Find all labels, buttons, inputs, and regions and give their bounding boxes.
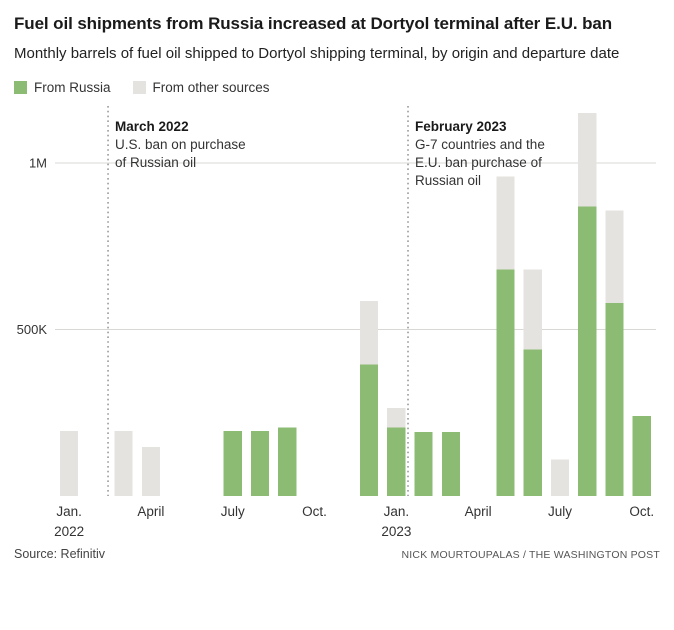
bar-segment-russia	[605, 303, 623, 496]
annotation-text: Russian oil	[415, 172, 482, 188]
bar-segment-russia	[496, 269, 514, 495]
bar-segment-russia	[524, 349, 542, 496]
annotation-title: February 2023	[415, 118, 507, 134]
bar-segment-other	[360, 301, 378, 364]
legend-label-russia: From Russia	[34, 79, 111, 95]
legend-item-other-sources	[133, 80, 270, 95]
bar-segment-russia	[415, 432, 433, 496]
bar-segment-russia	[251, 431, 269, 496]
annotation-text: U.S. ban on purchase	[115, 136, 246, 152]
bar-segment-russia	[278, 427, 296, 495]
y-tick-label: 500K	[16, 321, 47, 337]
x-tick-label: Oct.	[302, 503, 327, 519]
legend-item-russia	[14, 80, 111, 95]
annotation-text: G-7 countries and the	[415, 136, 545, 152]
annotation-text: of Russian oil	[115, 154, 197, 170]
legend-label-other-sources: From other sources	[152, 79, 270, 95]
legend-swatch-other-sources-icon	[133, 81, 146, 94]
x-tick-label: 2023	[381, 523, 412, 539]
source-note: Source: Refinitiv	[14, 546, 106, 561]
x-tick-label: July	[220, 503, 245, 519]
x-tick-label: Oct.	[629, 503, 655, 519]
x-tick-label: April	[137, 503, 165, 519]
bar-segment-other	[115, 431, 133, 496]
chart-title: Fuel oil shipments from Russia increased at Dortyol terminal after E.U. ban	[14, 14, 613, 33]
bar-segment-other	[524, 269, 542, 349]
bar-segment-russia	[360, 364, 378, 496]
y-tick-label: 1M	[28, 155, 47, 171]
bar-segment-other	[387, 407, 405, 427]
bar-segment-other	[496, 176, 514, 269]
bar-segment-russia	[578, 206, 596, 496]
x-tick-label: Jan.	[56, 503, 82, 519]
x-tick-label: 2022	[54, 523, 85, 539]
bar-segment-russia	[387, 427, 405, 495]
bar-segment-russia	[633, 416, 651, 496]
stacked-bar-chart	[14, 98, 660, 543]
bar-segment-russia	[442, 432, 460, 496]
bar-segment-russia	[224, 431, 242, 496]
bar-segment-other	[142, 447, 160, 496]
x-tick-label: April	[464, 503, 492, 519]
chart-subtitle: Monthly barrels of fuel oil shipped to Dortyol shipping terminal, by origin and departure date	[14, 45, 620, 63]
bar-segment-other	[605, 210, 623, 303]
bar-segment-other	[60, 431, 78, 496]
x-tick-label: Jan.	[383, 503, 410, 519]
legend-swatch-russia-icon	[14, 81, 27, 94]
x-tick-label: July	[547, 503, 572, 519]
bar-segment-other	[551, 459, 569, 496]
annotation-text: E.U. ban purchase of	[415, 154, 542, 170]
credit-note: NICK MOURTOUPALAS / THE WASHINGTON POST	[401, 548, 660, 561]
legend	[14, 80, 660, 95]
annotation-title: March 2022	[115, 118, 189, 134]
bar-segment-other	[578, 113, 596, 206]
footer	[14, 547, 660, 561]
